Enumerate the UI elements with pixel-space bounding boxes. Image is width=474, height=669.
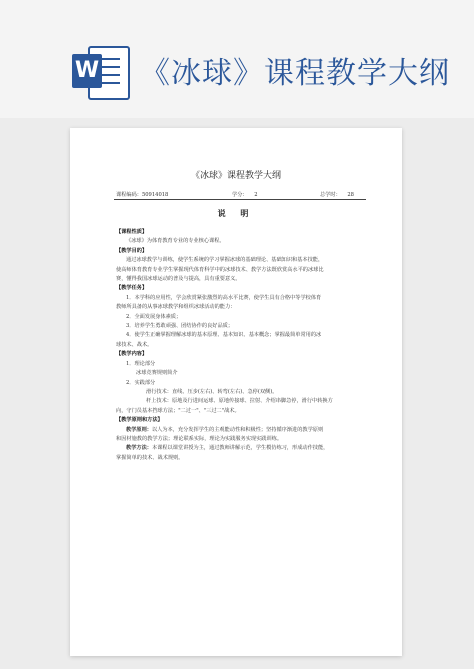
list-item: 冰球竞赛规则简介 [136,370,178,377]
list-item: 2．实践部分 [126,379,156,386]
list-item: 杆上技术：原地及行进间运球、原地传接球、拉射、介绍串脚急停，滑行中转换方 [146,398,333,405]
course-code [116,191,168,198]
paragraph [116,444,362,453]
document-title: 《冰球》课程教学大纲 [190,171,281,181]
course-hours-label: 总学时： [320,192,341,198]
method-label: 教学方法： [126,445,152,452]
list-item: 3．培养学生勇敢顽强、团结协作的良好品质； [126,323,234,330]
section-title: 说 明 [217,208,255,218]
course-credit-label: 学分： [232,192,248,198]
list-item: 教师所具备的从事冰球教学和组织冰球活动的能力： [116,304,236,311]
header-rule [114,199,366,200]
document-body [116,228,362,463]
list-item: 2．全面发展身体素质； [126,313,182,320]
list-item: 4．使学生正确掌握理解冰球的基本原理、基本知识、基本概念；掌握最简单常用的冰 [126,332,322,339]
course-credit-value: 2 [254,192,258,198]
heading-teaching-principle: 【教学原则和方法】 [116,417,163,424]
list-item: 向，守门员基本挡球方法；"二过一"、"三过二"战术。 [116,407,240,414]
document-page [70,128,402,656]
paragraph: 和因材施教的教学方法；理论联系实际，理论为实践服务实现实践训练。 [116,435,283,442]
course-credit [232,191,258,198]
word-document-icon [70,42,128,100]
heading-teaching-goal: 【教学目的】 [116,247,148,254]
principle-text: 以人为本，充分发挥学生的主观能动性和积极性；坚持循序渐进的教学原则 [151,426,324,433]
course-code-label: 课程编码： [116,192,142,198]
heading-teaching-task: 【教学任务】 [116,285,148,292]
banner [0,0,474,118]
heading-course-nature: 【课程性质】 [116,229,148,235]
paragraph: 通过冰球教学与训练，使学生系统的学习掌握冰球的基础理论、基础知识和基本技能， [126,257,324,264]
list-item: 1．本学科的应用性，学会欣赏紧张激烈的高水平比赛，使学生具有合格中等学校体育 [126,294,322,301]
paragraph: 赛，懂得我国冰球运动的普及与提高，具有重要意义。 [116,276,241,283]
method-text: 本课程以课堂讲授为主，通过教师讲解示范，学生模仿练习，形成动作技能， [151,445,329,452]
paragraph: 掌握简单的技术、战术规则。 [116,454,184,461]
paragraph [116,426,362,435]
list-item: 滑行技术：直线、压步(左右)、转弯(左右)、急停(双侧)。 [146,388,278,395]
list-item: 1．理论部分 [126,360,156,367]
heading-teaching-content: 【教学内容】 [116,351,148,358]
course-hours-value: 28 [347,192,354,198]
course-code-value: 50914018 [141,192,169,198]
paragraph: 《冰球》为体育教育专业的专业核心课程。 [126,238,225,245]
paragraph: 使高师体育教育专业学生掌握现代体育科学中的冰球技术、教学方法既欣赏高水平的冰球比 [116,266,324,273]
word-icon-letter: W [72,54,102,88]
banner-title: 《冰球》课程教学大纲 [140,56,450,91]
principle-label: 教学原则： [126,426,152,433]
list-item: 球技术、战术。 [116,341,153,348]
course-hours [320,191,354,198]
